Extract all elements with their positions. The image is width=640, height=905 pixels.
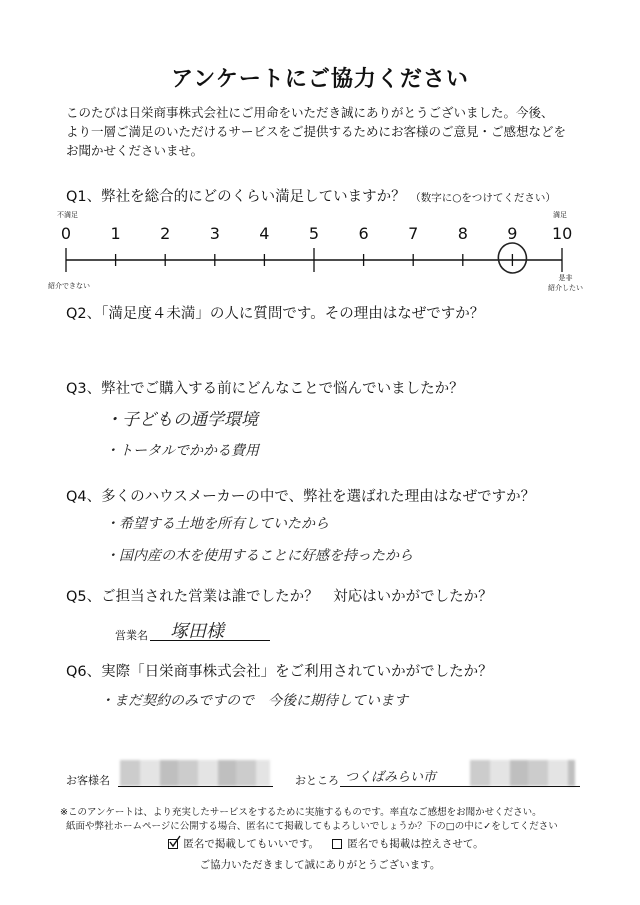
scale-right-bottom-line: 紹介したい (548, 284, 583, 292)
scale-number-7: 7 (408, 224, 419, 243)
q6-label: Q6、実際「日栄商事株式会社」をご利用されていかがでしたか？ (66, 664, 493, 680)
q6-answer: ・まだ契約のみですので 今後に期待しています (100, 693, 408, 709)
q1-question (66, 185, 556, 206)
q3-answer-2: ・トータルでかかる費用 (105, 443, 259, 459)
intro-text (66, 103, 586, 160)
option-anonymous-ok[interactable] (168, 836, 319, 851)
footer-note (60, 806, 600, 834)
scale-number-10: 10 (552, 224, 573, 243)
scale-number-0: 0 (60, 224, 72, 243)
customer-name-redacted (120, 760, 270, 786)
intro-line: より一層ご満足のいただけるサービスをご提供するためにお客様のご意見・ご感想などを (66, 124, 567, 139)
sales-underline (150, 640, 270, 641)
scale-right-top: 満足 (553, 211, 567, 219)
q4-answer-2: ・国内産の木を使用することに好感を持ったから (105, 548, 413, 564)
intro-line: このたびは日栄商事株式会社にご用命をいただき誠にありがとうございました。今後、 (66, 105, 554, 120)
address-value: つくばみらい市 (345, 770, 437, 785)
q1-label: Q1、弊社を総合的にどのくらい満足していますか？ (66, 189, 406, 205)
customer-name-underline (118, 786, 273, 787)
scale-number-5: 5 (308, 224, 320, 243)
checkbox-empty-icon[interactable] (332, 839, 342, 849)
scale-left-bottom: 紹介できない (48, 282, 90, 290)
q3-answer-1: ・子どもの通学環境 (105, 410, 258, 430)
address-label: おところ (295, 774, 339, 787)
scale-number-8: 8 (457, 224, 468, 243)
address-underline (340, 786, 580, 787)
sales-name-value: 塚田様 (170, 621, 224, 642)
q4-answer-1: ・希望する土地を所有していたから (105, 516, 329, 532)
scale-number-1: 1 (110, 224, 121, 243)
scale-number-2: 2 (160, 224, 171, 243)
option-decline[interactable] (332, 836, 484, 851)
scale-right-bottom-line: 是非 (558, 274, 573, 282)
q3-label: Q3、弊社でご購入する前にどんなことで悩んでいましたか？ (66, 381, 464, 397)
footer-line-2: 紙面や弊社ホームページに公開する場合、匿名にて掲載してもよろしいでしょうか？下の□の中に✓をしてください (66, 821, 558, 832)
footer-line-1: ※このアンケートは、より充実したサービスをするために実施するものです。率直なご感想をお聞かせください。 (60, 807, 542, 818)
scale-right-bottom (548, 273, 583, 293)
sales-name-label: 営業名 (115, 629, 148, 642)
q4-label: Q4、多くのハウスメーカーの中で、弊社を選ばれた理由はなぜですか？ (66, 489, 536, 505)
scale-number-4: 4 (259, 224, 270, 243)
page-title: アンケートにご協力ください (171, 67, 469, 92)
option-decline-label: 匿名でも掲載は控えさせて。 (347, 838, 484, 850)
scale-number-9: 9 (507, 224, 518, 243)
scale-left-top: 不満足 (57, 211, 78, 219)
q5-label: Q5、ご担当された営業は誰でしたか？ 対応はいかがでしたか？ (66, 589, 493, 605)
intro-line: お聞かせくださいませ。 (66, 143, 204, 158)
q1-hint: （数字に○をつけてください） (410, 192, 556, 204)
scale-number-3: 3 (209, 224, 220, 243)
customer-name-label: お客様名 (66, 774, 110, 787)
checkbox-checked-icon[interactable] (168, 839, 178, 849)
scale-number-6: 6 (358, 224, 369, 243)
option-anonymous-ok-label: 匿名で掲載してもいいです。 (183, 838, 320, 850)
q2-label: Q2、「満足度４未満」の人に質問です。その理由はなぜですか？ (66, 306, 485, 322)
address-redacted (470, 760, 575, 786)
thanks-text: ご協力いただきまして誠にありがとうございます。 (199, 859, 441, 871)
satisfaction-scale (0, 240, 640, 280)
